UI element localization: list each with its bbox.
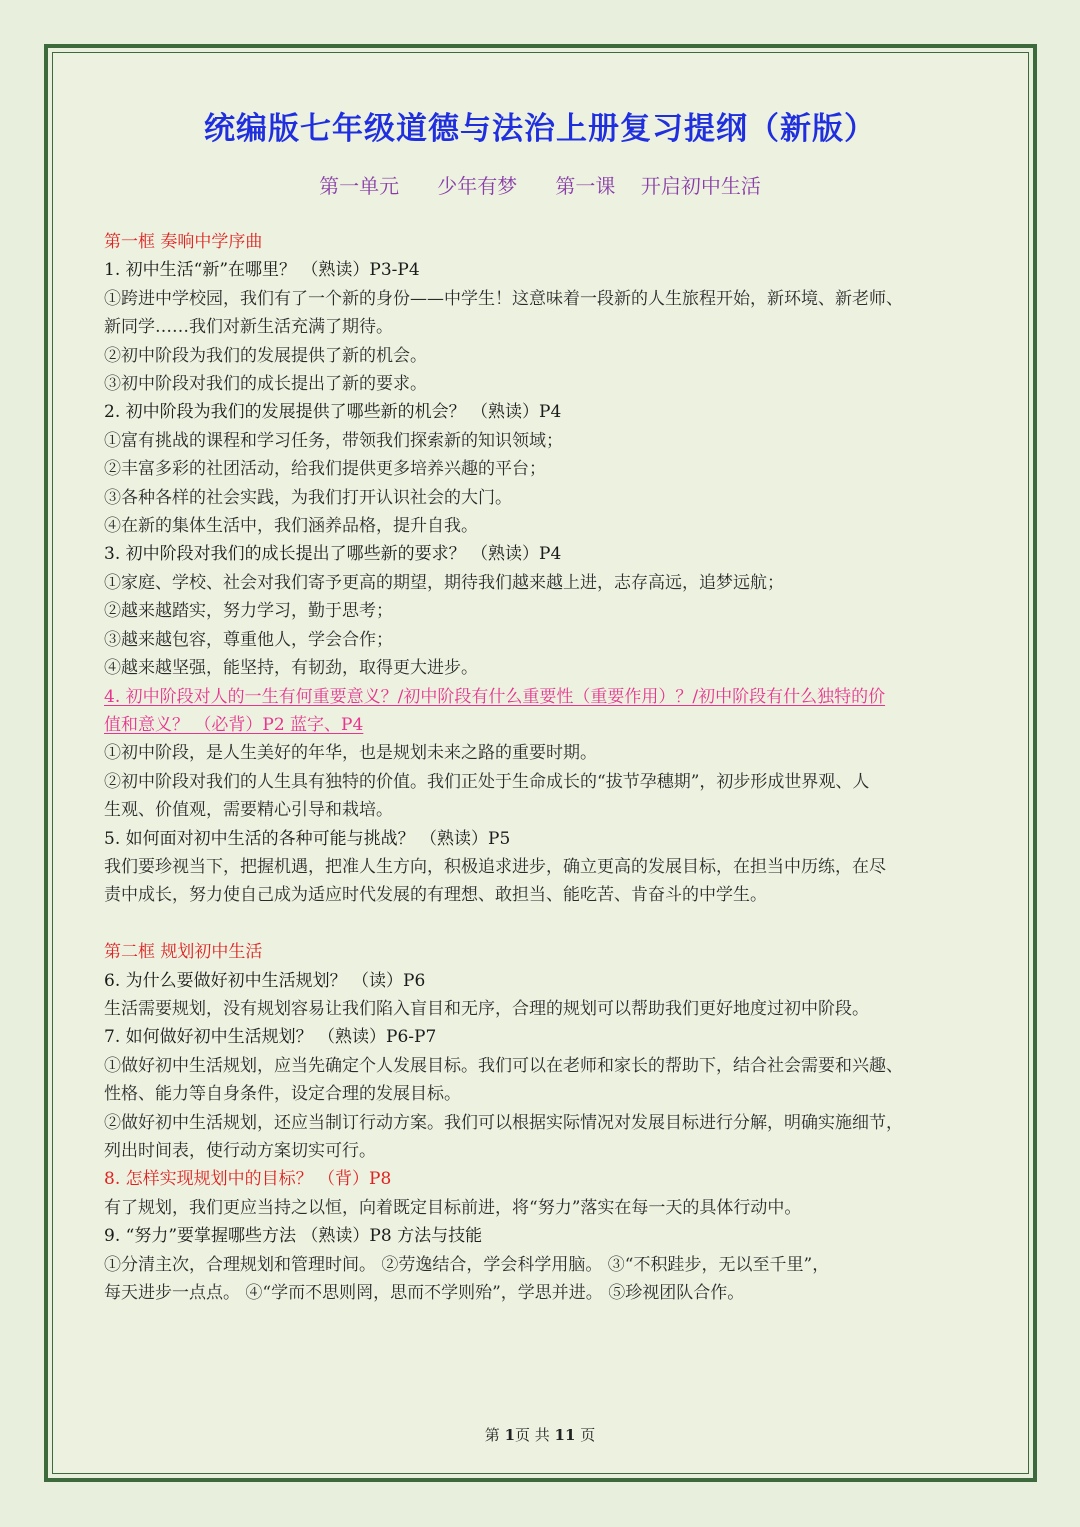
question-line: 3. 初中阶段对我们的成长提出了哪些新的要求？ （熟读）P4 (104, 544, 562, 565)
footer-prefix: 第 (484, 1426, 505, 1444)
document-title: 统编版七年级道德与法治上册复习提纲（新版） (204, 111, 876, 147)
question-line: 4. 初中阶段对人的一生有何重要意义？/初中阶段有什么重要性（重要作用）？/初中阶段有什么独特的价 (104, 686, 886, 707)
footer-suffix: 页 (575, 1426, 596, 1444)
document-body (104, 228, 984, 1307)
answer-line: ③越来越包容，尊重他人，学会合作； (104, 629, 393, 650)
page-footer (0, 1424, 1080, 1445)
answer-line: ①分清主次，合理规划和管理时间。 ②劳逸结合，学会科学用脑。 ③“不积跬步，无以至千里”， (104, 1254, 830, 1275)
section-heading: 第二框 规划初中生活 (104, 942, 263, 963)
footer-page-number: 1 (504, 1426, 515, 1444)
section-spacer (104, 910, 984, 938)
question-line: 7. 如何做好初中生活规划？ （熟读）P6-P7 (104, 1027, 437, 1048)
question-line: 8. 怎样实现规划中的目标？ （背）P8 (104, 1169, 392, 1190)
question-line: 6. 为什么要做好初中生活规划？ （读）P6 (104, 970, 426, 991)
answer-line: ②初中阶段对我们的人生具有独特的价值。我们正处于生命成长的“拔节孕穗期”，初步形成世界观、人 (104, 771, 870, 792)
answer-line: ①家庭、学校、社会对我们寄予更高的期望，期待我们越来越上进，志存高远，追梦远航； (104, 572, 784, 593)
answer-line: ②丰富多彩的社团活动，给我们提供更多培养兴趣的平台； (104, 459, 546, 480)
question-line: 9. “努力”要掌握哪些方法 （熟读）P8 方法与技能 (104, 1226, 483, 1247)
answer-line: ①初中阶段，是人生美好的年华，也是规划未来之路的重要时期。 (104, 743, 597, 764)
answer-line: 有了规划，我们更应当持之以恒，向着既定目标前进，将“努力”落实在每一天的具体行动中。 (104, 1197, 802, 1218)
footer-total-pages: 11 (554, 1426, 576, 1444)
answer-line: 生活需要规划，没有规划容易让我们陷入盲目和无序，合理的规划可以帮助我们更好地度过初中阶段。 (104, 998, 869, 1019)
section-heading: 第一框 奏响中学序曲 (104, 232, 263, 252)
answer-line: 性格、能力等自身条件，设定合理的发展目标。 (104, 1084, 461, 1105)
answer-line: 责中成长，努力使自己成为适应时代发展的有理想、敢担当、能吃苦、肯奋斗的中学生。 (104, 885, 767, 906)
answer-line: ③各种各样的社会实践，为我们打开认识社会的大门。 (104, 487, 512, 508)
answer-line: ④在新的集体生活中，我们涵养品格，提升自我。 (104, 516, 478, 537)
answer-line: 新同学……我们对新生活充满了期待。 (104, 317, 393, 338)
answer-line: ②越来越踏实，努力学习，勤于思考； (104, 601, 393, 622)
answer-line: ②初中阶段为我们的发展提供了新的机会。 (104, 345, 427, 366)
footer-mid: 页 共 (515, 1426, 555, 1444)
question-line: 5. 如何面对初中生活的各种可能与挑战？ （熟读）P5 (104, 828, 511, 849)
answer-line: 每天进步一点点。 ④“学而不思则罔，思而不学则殆”，学思并进。 ⑤珍视团队合作。 (104, 1283, 745, 1304)
answer-line: ④越来越坚强，能坚持，有韧劲，取得更大进步。 (104, 658, 478, 679)
question-line: 值和意义？ （必背）P2 蓝字、P4 (104, 714, 364, 735)
answer-line: 列出时间表，使行动方案切实可行。 (104, 1140, 376, 1161)
question-line: 1. 初中生活“新”在哪里？ （熟读）P3-P4 (104, 260, 420, 281)
answer-line: 我们要珍视当下，把握机遇，把准人生方向，积极追求进步，确立更高的发展目标，在担当中历练，在尽 (104, 856, 886, 877)
unit-lesson-subtitle: 第一单元 少年有梦 第一课 开启初中生活 (319, 174, 761, 198)
answer-line: 生观、价值观，需要精心引导和栽培。 (104, 800, 393, 821)
answer-line: ②做好初中生活规划，还应当制订行动方案。我们可以根据实际情况对发展目标进行分解，明确实施细节， (104, 1112, 903, 1133)
question-line: 2. 初中阶段为我们的发展提供了哪些新的机会？ （熟读）P4 (104, 402, 562, 423)
answer-line: ①富有挑战的课程和学习任务，带领我们探索新的知识领域； (104, 430, 563, 451)
answer-line: ③初中阶段对我们的成长提出了新的要求。 (104, 374, 427, 395)
answer-line: ①跨进中学校园，我们有了一个新的身份——中学生！这意味着一段新的人生旅程开始，新环境、新老师、 (104, 288, 903, 309)
answer-line: ①做好初中生活规划，应当先确定个人发展目标。我们可以在老师和家长的帮助下，结合社会需要和兴趣、 (104, 1055, 903, 1076)
